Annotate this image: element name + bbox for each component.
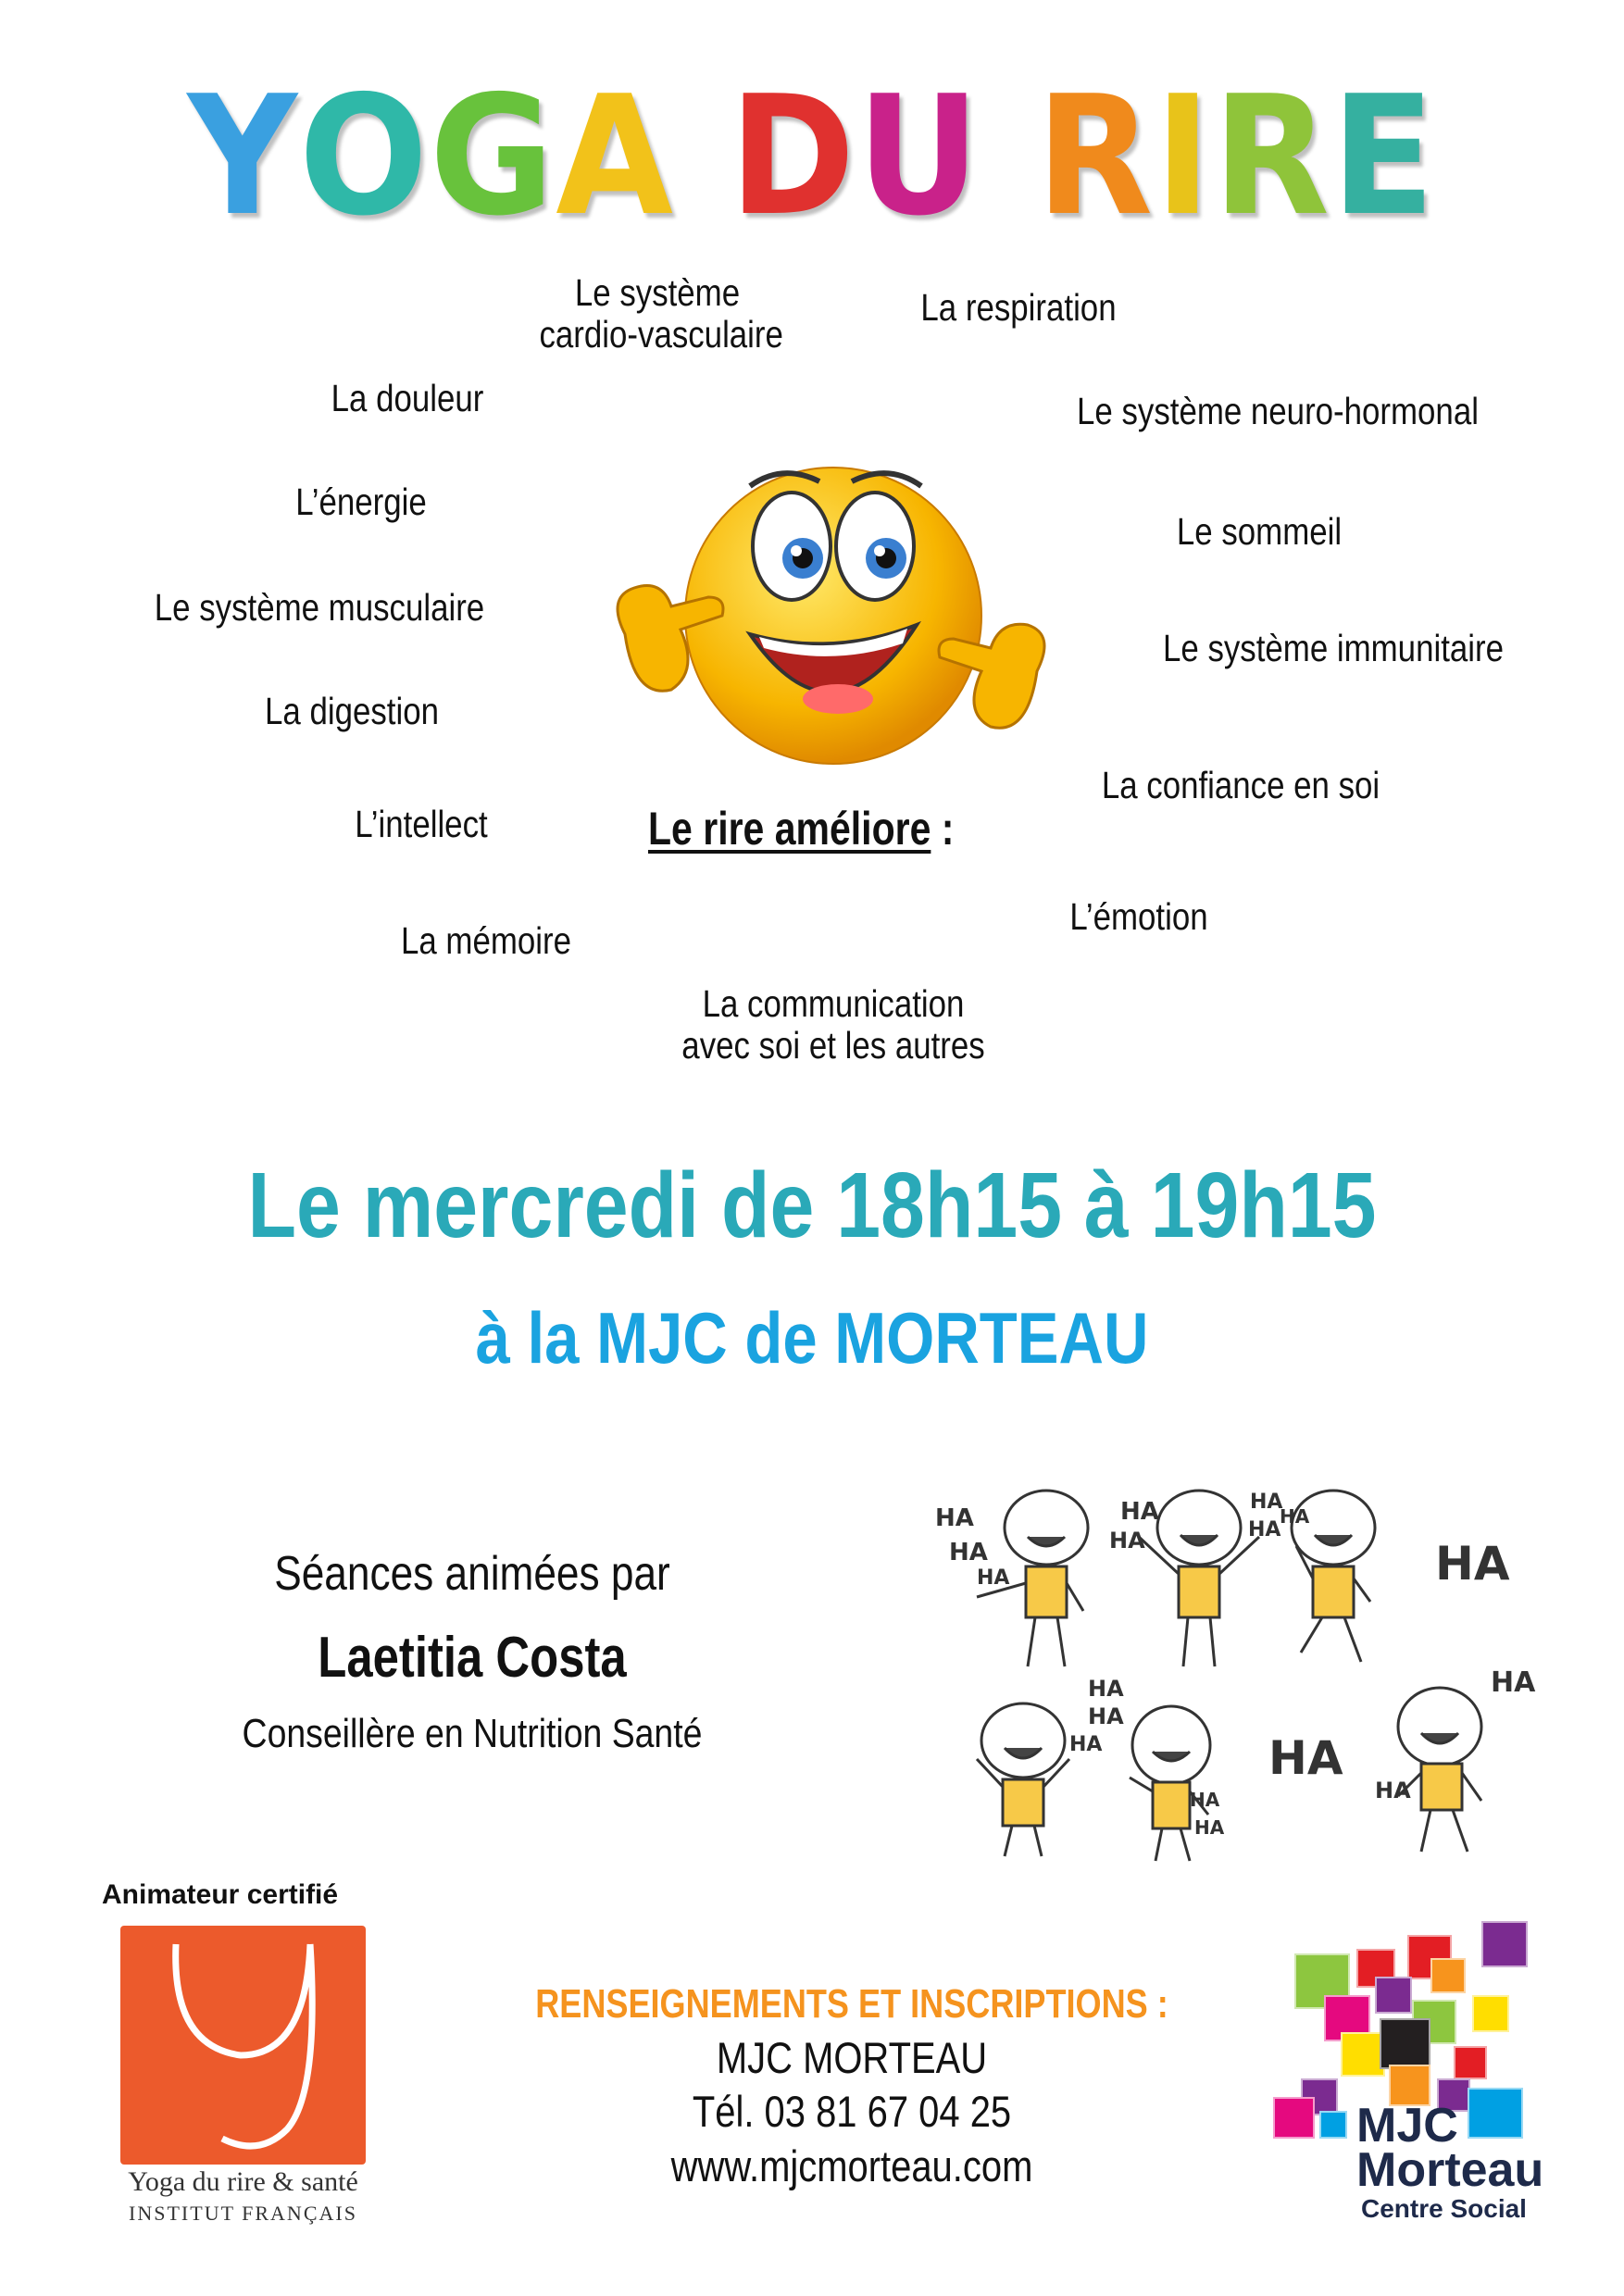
title-letter: I (1155, 60, 1213, 252)
mjc-logo-line1: MJC (1356, 2099, 1458, 2152)
host-role: Conseillère en Nutrition Santé (242, 1711, 703, 1756)
contact-phone: Tél. 03 81 67 04 25 (692, 2087, 1012, 2136)
title-letter: G (429, 60, 556, 252)
benefit-sommeil: Le sommeil (1176, 510, 1343, 553)
ha-label: HA (1109, 1528, 1145, 1554)
poster-title (65, 60, 1559, 252)
benefit-confiance: La confiance en soi (1101, 764, 1380, 806)
yoga-du-rire-logo (120, 1926, 366, 2165)
title-letter: A (556, 60, 675, 252)
ha-label: HA (977, 1566, 1010, 1590)
ha-label: HA (1375, 1778, 1411, 1803)
ha-label: HA (1248, 1518, 1281, 1541)
contact-heading: RENSEIGNEMENTS ET INSCRIPTIONS : (535, 1981, 1168, 2027)
title-letter: U (856, 60, 982, 252)
host-intro: Séances animées par (274, 1547, 670, 1601)
benefit-cardio (539, 271, 783, 356)
mjc-logo-squares (1268, 1907, 1537, 2111)
title-letter: E (1330, 60, 1437, 252)
schedule-text: Le mercredi de 18h15 à 19h15 (247, 1154, 1377, 1257)
benefits-heading-colon: : (931, 803, 955, 855)
ha-label: HA (949, 1539, 988, 1566)
logo-text: Yoga du rire & santé (128, 2166, 358, 2197)
ha-label: HA (1194, 1816, 1225, 1839)
location-text: à la MJC de MORTEAU (475, 1297, 1149, 1379)
ha-label: HA (935, 1504, 974, 1532)
ha-label: HA (1120, 1498, 1159, 1526)
benefit-musculaire: Le système musculaire (154, 586, 485, 629)
laughing-smiley-icon (597, 458, 1065, 796)
benefit-memoire: La mémoire (400, 919, 571, 962)
ha-label: HA (1088, 1676, 1124, 1702)
title-letter: Y (187, 60, 299, 252)
ha-label: HA (1088, 1703, 1124, 1729)
host-name: Laetitia Costa (318, 1626, 627, 1690)
benefit-cardio-line2: cardio-vasculaire (539, 313, 783, 356)
title-letter: D (729, 60, 857, 252)
ha-label: HA (1268, 1731, 1343, 1785)
benefit-intellect: L’intellect (355, 803, 488, 845)
title-letter: O (298, 60, 430, 252)
title-letter (981, 74, 1036, 239)
contact-organization: MJC MORTEAU (716, 2033, 988, 2082)
contact-website[interactable]: www.mjcmorteau.com (670, 2141, 1033, 2190)
benefit-digestion: La digestion (265, 690, 439, 732)
benefit-emotion: L’émotion (1069, 895, 1208, 938)
benefit-communication (676, 983, 991, 1067)
ha-label: HA (1250, 1491, 1283, 1514)
ha-label: HA (1491, 1666, 1536, 1699)
benefits-heading (648, 802, 954, 855)
ha-label: HA (1280, 1505, 1310, 1528)
mjc-logo-line3: Centre Social (1361, 2194, 1527, 2223)
ha-label: HA (1069, 1733, 1103, 1756)
ha-label: HA (1190, 1789, 1220, 1811)
benefit-neuro-hormonal: Le système neuro-hormonal (1077, 390, 1479, 432)
benefit-communication-line1: La communication (702, 982, 965, 1025)
benefit-respiration: La respiration (920, 286, 1117, 329)
logo-subtext: INSTITUT FRANÇAIS (129, 2202, 357, 2225)
benefit-immunitaire: Le système immunitaire (1163, 627, 1504, 669)
title-letter (675, 74, 730, 239)
title-letter: R (1212, 60, 1331, 252)
benefit-energie: L’énergie (295, 480, 427, 523)
ha-label: HA (1435, 1537, 1510, 1591)
benefits-heading-text: Le rire améliore (648, 803, 931, 855)
benefit-douleur: La douleur (331, 377, 484, 419)
mjc-logo-line2: Morteau (1356, 2143, 1544, 2197)
benefit-cardio-line1: Le système (574, 271, 741, 314)
certified-label: Animateur certifié (102, 1879, 339, 1910)
benefit-communication-line2: avec soi et les autres (681, 1024, 985, 1067)
title-letter: R (1036, 60, 1156, 252)
smile-y-icon (120, 1926, 366, 2165)
